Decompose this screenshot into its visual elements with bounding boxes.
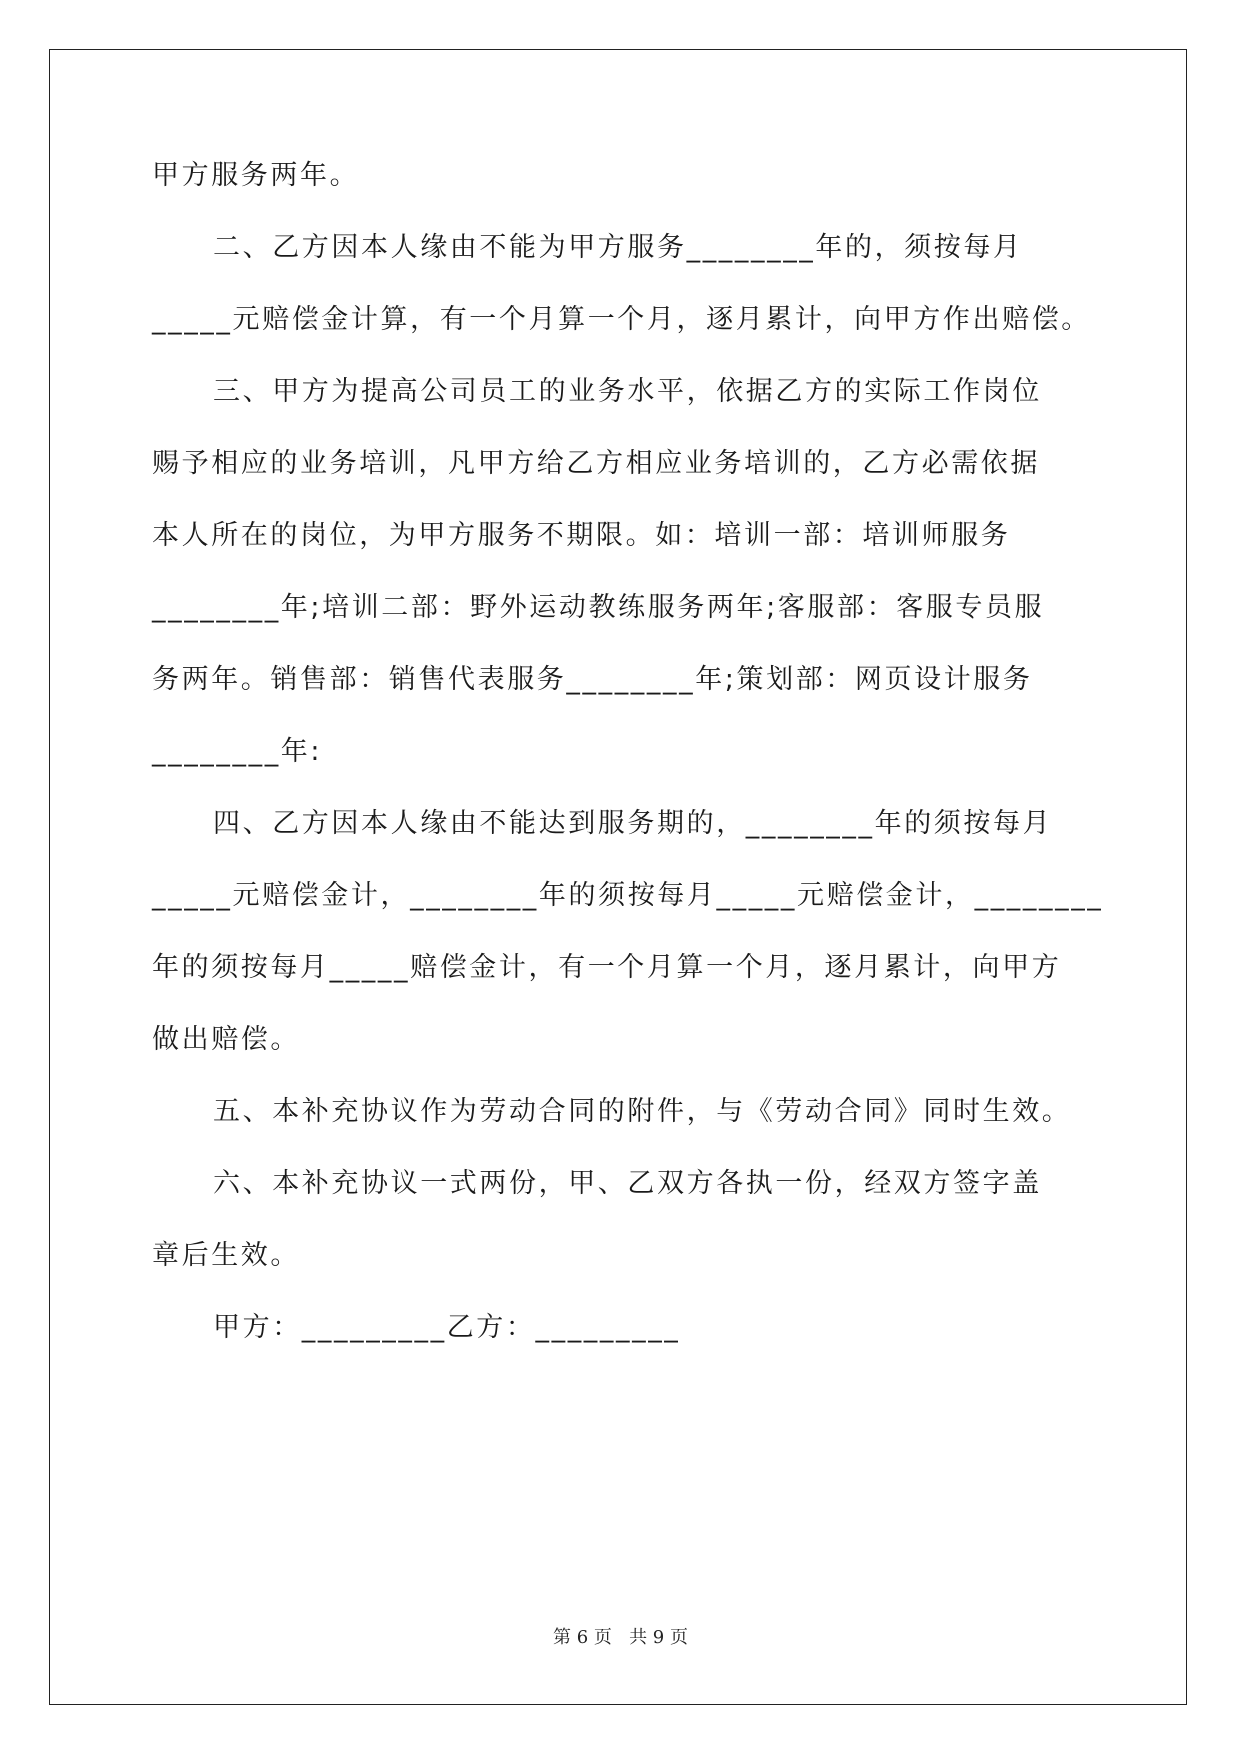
clause-4-line-3: 年的须按每月_____赔偿金计，有一个月算一个月，逐月累计，向甲方 bbox=[152, 952, 1062, 983]
clause-3-line-2: 赐予相应的业务培训，凡甲方给乙方相应业务培训的，乙方必需依据 bbox=[152, 448, 1040, 479]
clause-4-line-1: 四、乙方因本人缘由不能达到服务期的，________年的须按每月 bbox=[213, 808, 1053, 839]
text-line-1: 甲方服务两年。 bbox=[152, 160, 360, 191]
signature-line: 甲方：_________乙方：_________ bbox=[213, 1312, 681, 1343]
clause-2-line-2: _____元赔偿金计算，有一个月算一个月，逐月累计，向甲方作出赔偿。 bbox=[152, 304, 1091, 335]
clause-3-line-4: ________年;培训二部：野外运动教练服务两年;客服部：客服专员服 bbox=[152, 592, 1045, 623]
clause-3-line-3: 本人所在的岗位，为甲方服务不期限。如：培训一部：培训师服务 bbox=[152, 520, 1011, 551]
clause-3-line-6: ________年: bbox=[152, 736, 323, 767]
clause-2-line-1: 二、乙方因本人缘由不能为甲方服务________年的，须按每月 bbox=[213, 232, 1023, 263]
clause-6-line-2: 章后生效。 bbox=[152, 1240, 300, 1271]
page-number: 第 6 页 共 9 页 bbox=[553, 1627, 688, 1648]
clause-4-line-2: _____元赔偿金计，________年的须按每月_____元赔偿金计，________ bbox=[152, 880, 1104, 911]
clause-3-line-5: 务两年。销售部：销售代表服务________年;策划部：网页设计服务 bbox=[152, 664, 1033, 695]
clause-6-line-1: 六、本补充协议一式两份，甲、乙双方各执一份，经双方签字盖 bbox=[213, 1168, 1042, 1199]
clause-4-line-4: 做出赔偿。 bbox=[152, 1024, 300, 1055]
clause-5-line-1: 五、本补充协议作为劳动合同的附件，与《劳动合同》同时生效。 bbox=[213, 1096, 1072, 1127]
clause-3-line-1: 三、甲方为提高公司员工的业务水平，依据乙方的实际工作岗位 bbox=[213, 376, 1042, 407]
